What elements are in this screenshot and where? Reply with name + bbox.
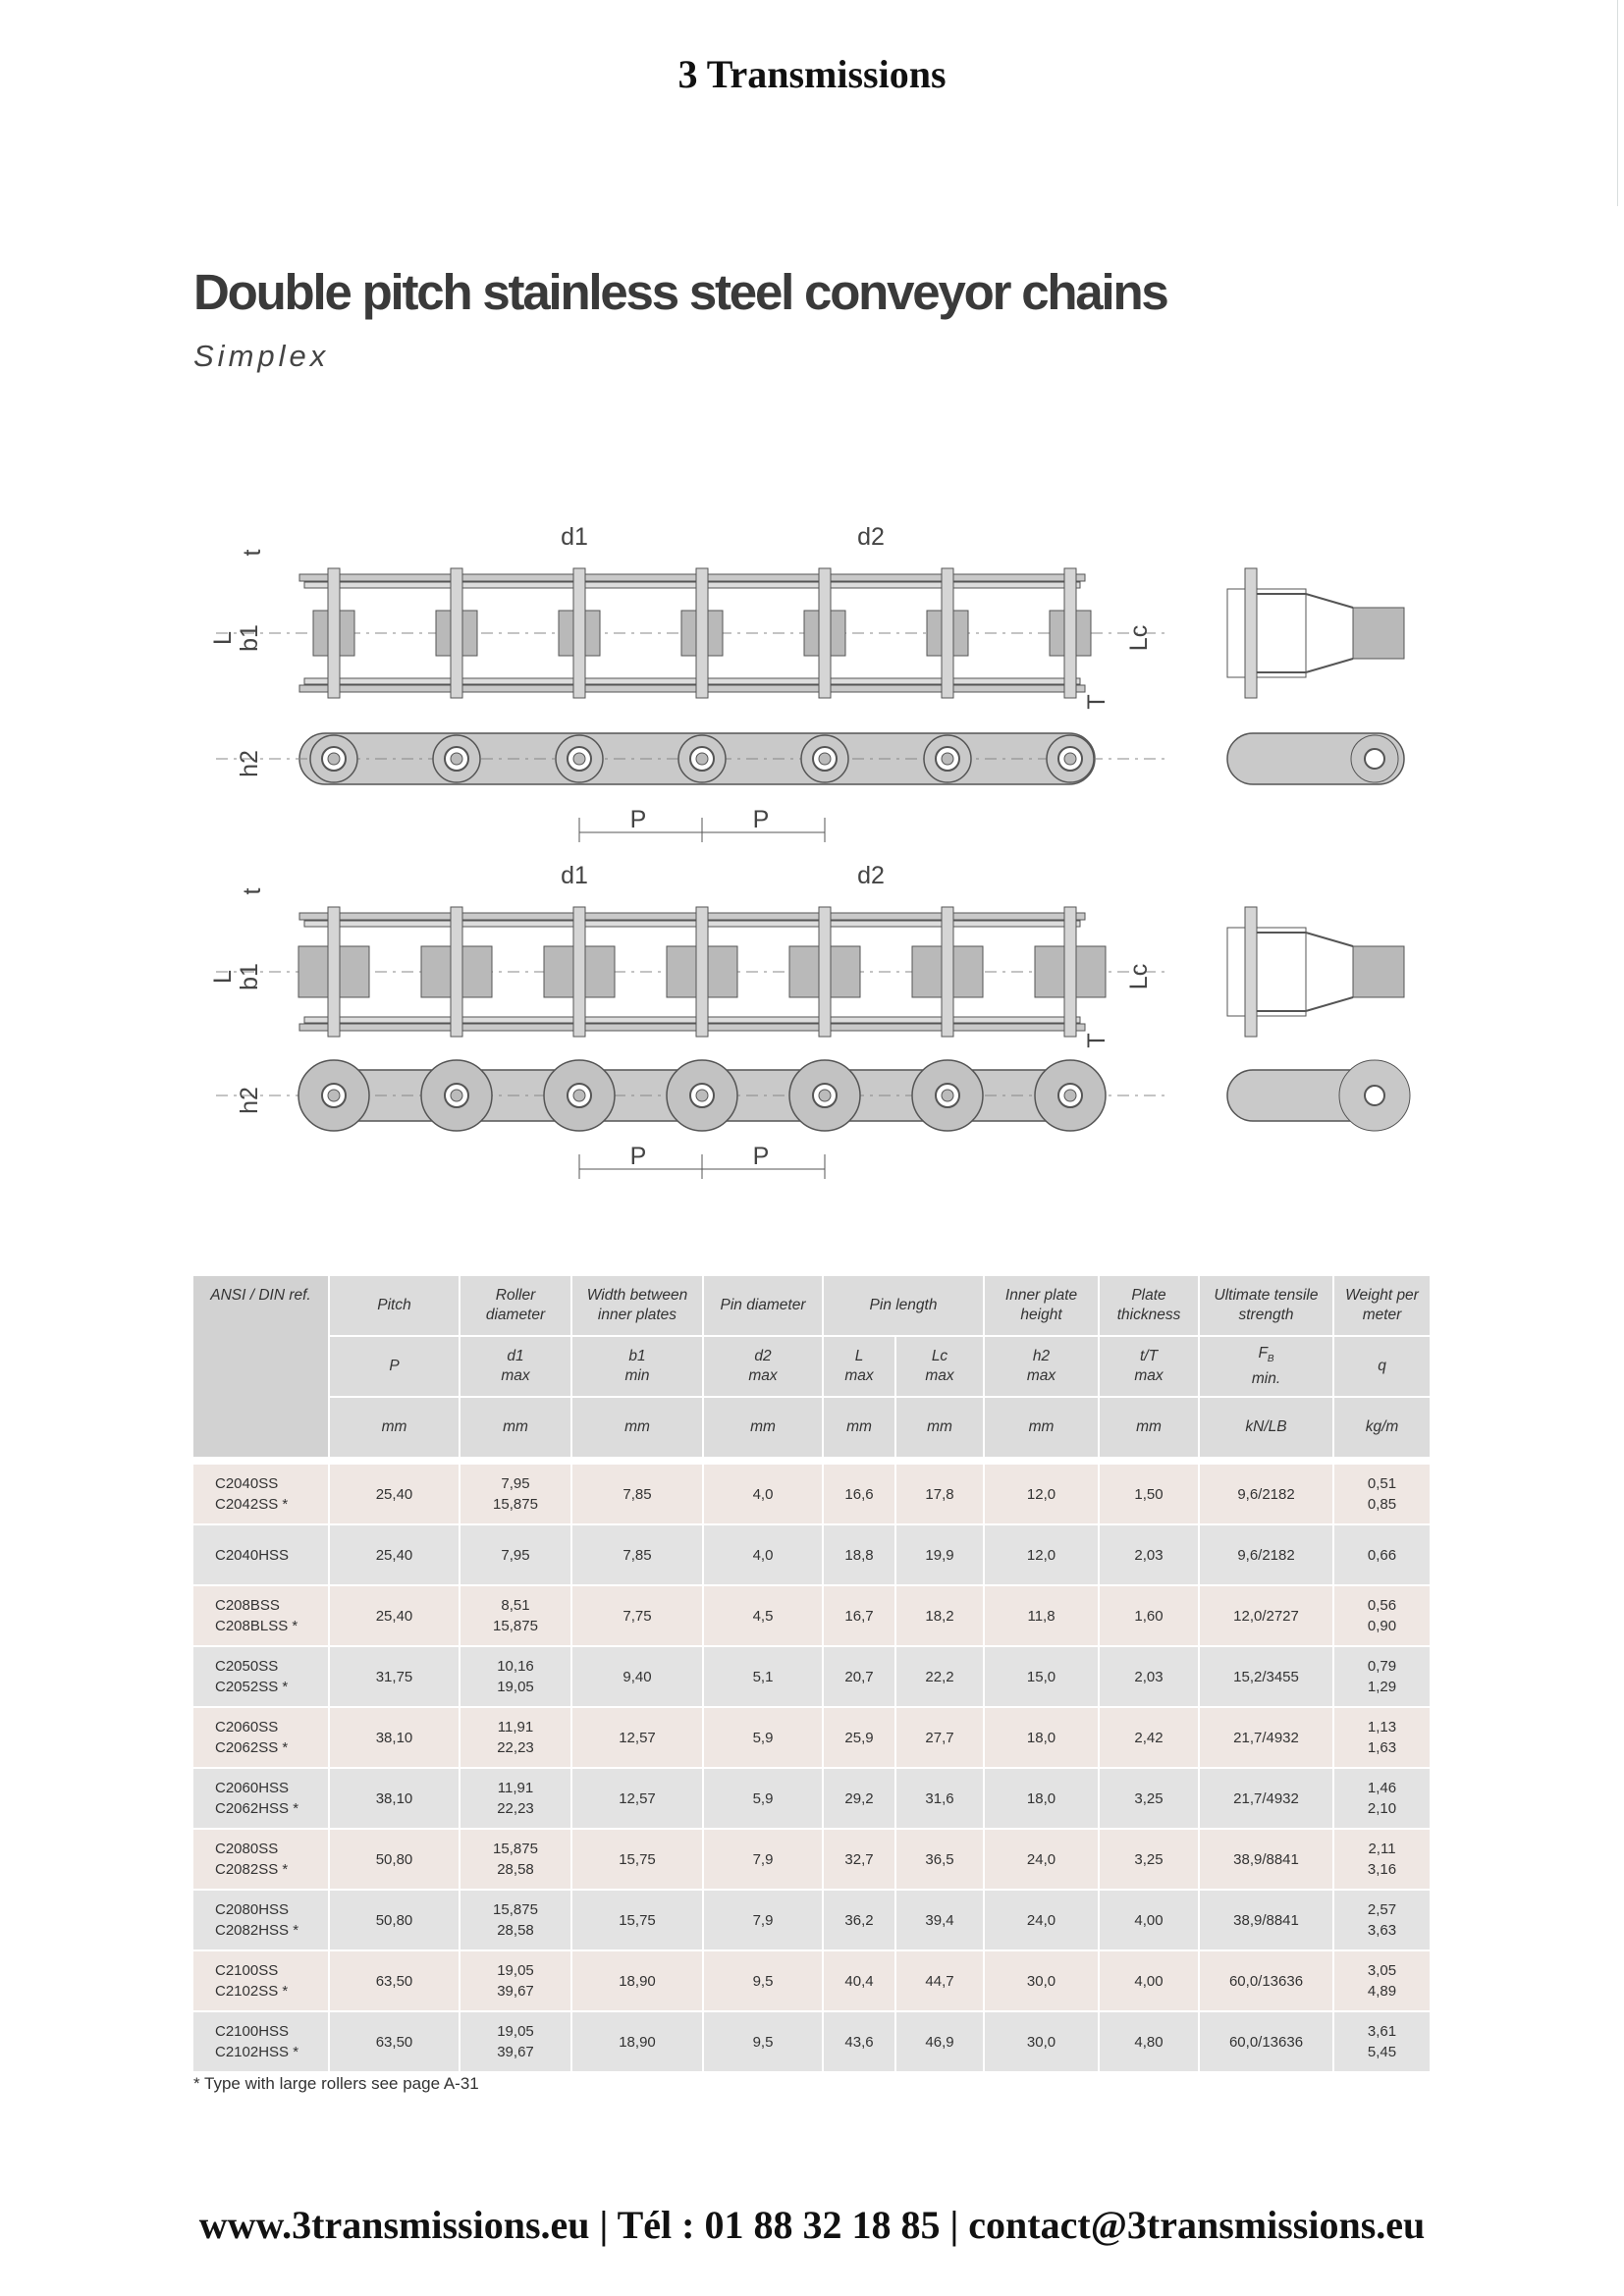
pin [573, 568, 585, 698]
header-pitch: Pitch [329, 1276, 460, 1336]
cell-q: 2,11 3,16 [1333, 1829, 1431, 1890]
cell-h2: 24,0 [984, 1829, 1099, 1890]
dimension-label-t: t [239, 887, 266, 895]
cell-d1: 7,95 15,875 [460, 1461, 571, 1524]
symbol-L: L max [823, 1336, 895, 1397]
cell-ref: C208BSS C208BLSS * [193, 1585, 329, 1646]
table-symbol-row [193, 1336, 1431, 1397]
header-weight: Weight per meter [1333, 1276, 1431, 1336]
table-row [193, 1950, 1431, 2011]
cell-d2: 5,9 [703, 1707, 823, 1768]
cell-Lc: 31,6 [895, 1768, 984, 1829]
cell-P: 38,10 [329, 1768, 460, 1829]
pin-end [328, 1090, 340, 1101]
cell-P: 25,40 [329, 1461, 460, 1524]
symbol-d2: d2 max [703, 1336, 823, 1397]
page-edge-line [1617, 0, 1618, 206]
cell-ref: C2100SS C2102SS * [193, 1950, 329, 2011]
cell-q: 1,46 2,10 [1333, 1768, 1431, 1829]
cell-d1: 15,875 28,58 [460, 1890, 571, 1950]
cell-d1: 19,05 39,67 [460, 2011, 571, 2072]
cell-h2: 30,0 [984, 2011, 1099, 2072]
cell-d2: 4,0 [703, 1524, 823, 1585]
symbol-P: P [329, 1336, 460, 1397]
dimension-label-t: t [239, 549, 266, 557]
unit-cell: mm [823, 1397, 895, 1461]
cell-d2: 9,5 [703, 2011, 823, 2072]
table-row [193, 1646, 1431, 1707]
header-plate-thickness: Plate thickness [1099, 1276, 1199, 1336]
dimension-label-d1: d1 [561, 523, 588, 551]
cell-h2: 30,0 [984, 1950, 1099, 2011]
end-view-roller [1353, 608, 1404, 659]
cell-h2: 12,0 [984, 1461, 1099, 1524]
pin [328, 568, 340, 698]
outer-plate-bottom [299, 685, 1085, 692]
end-view-plate [1257, 594, 1353, 672]
cell-ref: C2080HSS C2082HSS * [193, 1890, 329, 1950]
pin [942, 907, 953, 1037]
cell-P: 63,50 [329, 1950, 460, 2011]
pin-end [942, 1090, 953, 1101]
cell-d1: 10,16 19,05 [460, 1646, 571, 1707]
header-pin-diameter: Pin diameter [703, 1276, 823, 1336]
dimension-label-b1: b1 [236, 963, 263, 990]
cell-b1: 18,90 [571, 1950, 703, 2011]
end-view-frame [1227, 589, 1306, 677]
cell-L: 43,6 [823, 2011, 895, 2072]
cell-d2: 5,1 [703, 1646, 823, 1707]
pin [696, 907, 708, 1037]
cell-d1: 8,51 15,875 [460, 1585, 571, 1646]
cell-Lc: 22,2 [895, 1646, 984, 1707]
inner-plate-bottom [304, 1017, 1080, 1023]
symbol-FB: $F_B$ min. [1199, 1336, 1333, 1397]
document-title: Double pitch stainless steel conveyor chains [193, 264, 1167, 320]
pin [1064, 568, 1076, 698]
symbol-q: q [1333, 1336, 1431, 1397]
cell-h2: 24,0 [984, 1890, 1099, 1950]
cell-b1: 15,75 [571, 1829, 703, 1890]
unit-cell: mm [571, 1397, 703, 1461]
cell-L: 16,7 [823, 1585, 895, 1646]
cell-L: 16,6 [823, 1461, 895, 1524]
cell-t: 1,60 [1099, 1585, 1199, 1646]
end-view-pin [1245, 568, 1257, 698]
cell-Lc: 36,5 [895, 1829, 984, 1890]
cell-F: 15,2/3455 [1199, 1646, 1333, 1707]
pin-end [573, 753, 585, 765]
unit-cell: kg/m [1333, 1397, 1431, 1461]
cell-L: 25,9 [823, 1707, 895, 1768]
cell-t: 4,80 [1099, 2011, 1199, 2072]
cell-d1: 15,875 28,58 [460, 1829, 571, 1890]
symbol-d1: d1 max [460, 1336, 571, 1397]
header-inner-plate-height: Inner plate height [984, 1276, 1099, 1336]
header-ref: ANSI / DIN ref. [193, 1276, 329, 1461]
inner-plate-top [304, 921, 1080, 927]
inner-plate-bottom [304, 678, 1080, 684]
end-view-plate [1257, 933, 1353, 1011]
dimension-label-d2: d2 [857, 862, 885, 889]
chain-drawing-svg [0, 510, 1624, 1198]
pin [573, 907, 585, 1037]
cell-Lc: 44,7 [895, 1950, 984, 2011]
cell-q: 0,79 1,29 [1333, 1646, 1431, 1707]
cell-F: 38,9/8841 [1199, 1829, 1333, 1890]
dimension-label-Lc: Lc [1125, 624, 1153, 652]
dimension-label-T: T [1083, 694, 1110, 710]
header-tensile-strength: Ultimate tensile strength [1199, 1276, 1333, 1336]
cell-b1: 9,40 [571, 1646, 703, 1707]
table-row [193, 1461, 1431, 1524]
pin-end [451, 1090, 462, 1101]
cell-F: 21,7/4932 [1199, 1707, 1333, 1768]
table-row [193, 1707, 1431, 1768]
unit-cell: mm [703, 1397, 823, 1461]
unit-cell: mm [329, 1397, 460, 1461]
unit-cell: mm [460, 1397, 571, 1461]
dimension-label-L: L [209, 631, 237, 645]
dimension-label-P: P [752, 1143, 770, 1170]
table-row [193, 1829, 1431, 1890]
footnote: * Type with large rollers see page A-31 [193, 2074, 479, 2093]
chain-technical-drawing [0, 510, 1624, 1198]
pin-end [819, 1090, 831, 1101]
cell-q: 0,51 0,85 [1333, 1461, 1431, 1524]
cell-b1: 12,57 [571, 1768, 703, 1829]
pin-end [819, 753, 831, 765]
pin-end [328, 753, 340, 765]
cell-d1: 11,91 22,23 [460, 1768, 571, 1829]
pin [819, 568, 831, 698]
header-width-inner-plates: Width between inner plates [571, 1276, 703, 1336]
cell-q: 2,57 3,63 [1333, 1890, 1431, 1950]
cell-h2: 11,8 [984, 1585, 1099, 1646]
dimension-label-d2: d2 [857, 523, 885, 551]
cell-Lc: 19,9 [895, 1524, 984, 1585]
cell-q: 0,66 [1333, 1524, 1431, 1585]
dimension-label-Lc: Lc [1125, 963, 1153, 990]
cell-L: 40,4 [823, 1950, 895, 2011]
cell-q: 3,05 4,89 [1333, 1950, 1431, 2011]
end-view-roller [1353, 946, 1404, 997]
pin-end [1064, 1090, 1076, 1101]
pin [328, 907, 340, 1037]
footer-contact: www.3transmissions.eu | Tél : 01 88 32 18 85 | contact@3transmissions.eu [198, 2203, 1426, 2247]
cell-d2: 9,5 [703, 1950, 823, 2011]
pin [1064, 907, 1076, 1037]
cell-b1: 18,90 [571, 2011, 703, 2072]
header-pin-length: Pin length [823, 1276, 984, 1336]
cell-ref: C2080SS C2082SS * [193, 1829, 329, 1890]
cell-L: 29,2 [823, 1768, 895, 1829]
cell-P: 38,10 [329, 1707, 460, 1768]
cell-L: 18,8 [823, 1524, 895, 1585]
dimension-label-L: L [209, 970, 237, 984]
cell-t: 2,42 [1099, 1707, 1199, 1768]
table-row [193, 1890, 1431, 1950]
cell-d2: 7,9 [703, 1829, 823, 1890]
table-row [193, 1768, 1431, 1829]
cell-P: 25,40 [329, 1524, 460, 1585]
dimension-label-b1: b1 [236, 624, 263, 652]
cell-d2: 7,9 [703, 1890, 823, 1950]
pin-end [1064, 753, 1076, 765]
cell-t: 4,00 [1099, 1890, 1199, 1950]
dimension-label-P: P [629, 1143, 647, 1170]
cell-L: 32,7 [823, 1829, 895, 1890]
cell-d1: 7,95 [460, 1524, 571, 1585]
cell-q: 1,13 1,63 [1333, 1707, 1431, 1768]
pin [696, 568, 708, 698]
cell-P: 25,40 [329, 1585, 460, 1646]
cell-F: 38,9/8841 [1199, 1890, 1333, 1950]
cell-b1: 7,85 [571, 1461, 703, 1524]
dimension-label-h2: h2 [236, 1087, 263, 1114]
cell-t: 1,50 [1099, 1461, 1199, 1524]
outer-plate-top [299, 913, 1085, 920]
symbol-tT: t/T max [1099, 1336, 1199, 1397]
cell-P: 50,80 [329, 1829, 460, 1890]
pin-end [451, 753, 462, 765]
cell-q: 0,56 0,90 [1333, 1585, 1431, 1646]
dimension-label-T: T [1083, 1033, 1110, 1048]
cell-F: 60,0/13636 [1199, 2011, 1333, 2072]
symbol-h2: h2 max [984, 1336, 1099, 1397]
dimension-label-d1: d1 [561, 862, 588, 889]
cell-L: 20,7 [823, 1646, 895, 1707]
unit-cell: mm [984, 1397, 1099, 1461]
outer-plate-bottom [299, 1024, 1085, 1031]
unit-cell: mm [1099, 1397, 1199, 1461]
inner-plate-top [304, 582, 1080, 588]
pin-end [696, 1090, 708, 1101]
symbol-Lc: Lc max [895, 1336, 984, 1397]
symbol-b1: b1 min [571, 1336, 703, 1397]
cell-F: 21,7/4932 [1199, 1768, 1333, 1829]
cell-P: 31,75 [329, 1646, 460, 1707]
cell-q: 3,61 5,45 [1333, 2011, 1431, 2072]
cell-ref: C2040HSS [193, 1524, 329, 1585]
cell-P: 50,80 [329, 1890, 460, 1950]
end-view-pin [1245, 907, 1257, 1037]
table-row [193, 2011, 1431, 2072]
cell-d1: 11,91 22,23 [460, 1707, 571, 1768]
table-row [193, 1585, 1431, 1646]
cell-t: 4,00 [1099, 1950, 1199, 2011]
cell-d2: 4,0 [703, 1461, 823, 1524]
specification-table [193, 1276, 1432, 2073]
pin-end [942, 753, 953, 765]
pin [451, 568, 462, 698]
cell-P: 63,50 [329, 2011, 460, 2072]
pin-end [573, 1090, 585, 1101]
dimension-label-P: P [752, 806, 770, 833]
cell-d2: 5,9 [703, 1768, 823, 1829]
cell-d1: 19,05 39,67 [460, 1950, 571, 2011]
cell-F: 12,0/2727 [1199, 1585, 1333, 1646]
pin [819, 907, 831, 1037]
cell-F: 60,0/13636 [1199, 1950, 1333, 2011]
end-view-pin-hole [1365, 749, 1384, 769]
cell-ref: C2060HSS C2062HSS * [193, 1768, 329, 1829]
cell-Lc: 46,9 [895, 2011, 984, 2072]
cell-b1: 7,85 [571, 1524, 703, 1585]
cell-h2: 12,0 [984, 1524, 1099, 1585]
cell-F: 9,6/2182 [1199, 1524, 1333, 1585]
cell-t: 3,25 [1099, 1829, 1199, 1890]
pin [942, 568, 953, 698]
header-roller-diameter: Roller diameter [460, 1276, 571, 1336]
cell-ref: C2040SS C2042SS * [193, 1461, 329, 1524]
pin [451, 907, 462, 1037]
unit-cell: mm [895, 1397, 984, 1461]
cell-ref: C2050SS C2052SS * [193, 1646, 329, 1707]
dimension-label-h2: h2 [236, 750, 263, 777]
cell-Lc: 18,2 [895, 1585, 984, 1646]
cell-t: 3,25 [1099, 1768, 1199, 1829]
pin-end [696, 753, 708, 765]
cell-Lc: 17,8 [895, 1461, 984, 1524]
company-header: 3 Transmissions [677, 52, 947, 96]
table-row [193, 1524, 1431, 1585]
outer-plate-top [299, 574, 1085, 581]
end-view-frame [1227, 928, 1306, 1016]
cell-t: 2,03 [1099, 1646, 1199, 1707]
cell-ref: C2100HSS C2102HSS * [193, 2011, 329, 2072]
cell-Lc: 27,7 [895, 1707, 984, 1768]
cell-F: 9,6/2182 [1199, 1461, 1333, 1524]
cell-h2: 18,0 [984, 1707, 1099, 1768]
dimension-label-P: P [629, 806, 647, 833]
document-subtitle: Simplex [193, 339, 330, 373]
cell-d2: 4,5 [703, 1585, 823, 1646]
cell-h2: 18,0 [984, 1768, 1099, 1829]
cell-b1: 12,57 [571, 1707, 703, 1768]
cell-h2: 15,0 [984, 1646, 1099, 1707]
unit-cell: kN/LB [1199, 1397, 1333, 1461]
table-units-row [193, 1397, 1431, 1461]
table-header-row [193, 1276, 1431, 1336]
cell-b1: 7,75 [571, 1585, 703, 1646]
end-view-pin-hole [1365, 1086, 1384, 1105]
cell-b1: 15,75 [571, 1890, 703, 1950]
cell-Lc: 39,4 [895, 1890, 984, 1950]
cell-L: 36,2 [823, 1890, 895, 1950]
cell-t: 2,03 [1099, 1524, 1199, 1585]
cell-ref: C2060SS C2062SS * [193, 1707, 329, 1768]
